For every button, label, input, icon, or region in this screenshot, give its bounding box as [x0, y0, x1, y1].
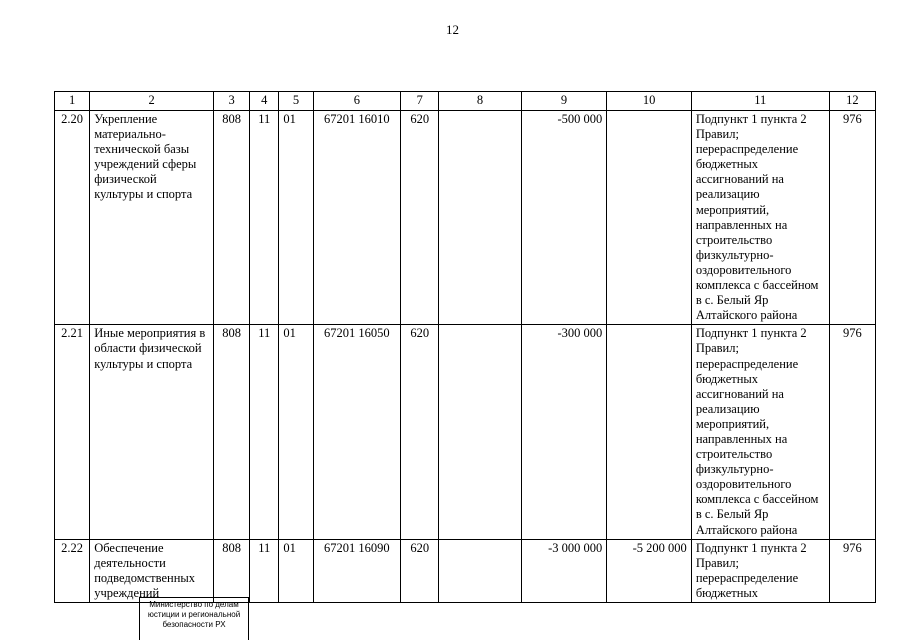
cell-c4: 11 — [250, 325, 279, 539]
stamp-line: безопасности РХ — [162, 620, 226, 629]
cell-c5: 01 — [279, 539, 313, 602]
row-number: 2.20 — [55, 111, 90, 325]
cell-c8 — [439, 539, 522, 602]
cell-c12: 976 — [829, 325, 875, 539]
cell-c10 — [607, 111, 692, 325]
row-number: 2.21 — [55, 325, 90, 539]
row-name: Иные мероприятия в области физической культуры и спорта — [90, 325, 214, 539]
column-header: 10 — [607, 92, 692, 111]
column-header: 4 — [250, 92, 279, 111]
cell-c6: 67201 16090 — [313, 539, 401, 602]
cell-c7: 620 — [401, 539, 439, 602]
stamp-line: Министерство по делам — [149, 600, 239, 609]
stamp-line: юстиции и региональной — [147, 610, 241, 619]
table-row — [55, 111, 876, 325]
cell-c8 — [439, 111, 522, 325]
cell-c8 — [439, 325, 522, 539]
column-header: 7 — [401, 92, 439, 111]
cell-c6: 67201 16050 — [313, 325, 401, 539]
cell-c9: -300 000 — [521, 325, 607, 539]
column-header: 5 — [279, 92, 313, 111]
cell-c10 — [607, 325, 692, 539]
cell-c3: 808 — [213, 325, 249, 539]
column-header: 11 — [691, 92, 829, 111]
column-header: 9 — [521, 92, 607, 111]
page-number: 12 — [446, 22, 459, 37]
cell-c11: Подпункт 1 пункта 2 Правил; перераспределение бюджетных — [691, 539, 829, 602]
table-row — [55, 325, 876, 539]
column-header: 1 — [55, 92, 90, 111]
table-row — [55, 539, 876, 602]
cell-c4: 11 — [250, 111, 279, 325]
cell-c4: 11 — [250, 539, 279, 602]
column-header: 6 — [313, 92, 401, 111]
header-row — [55, 92, 876, 111]
cell-c5: 01 — [279, 325, 313, 539]
cell-c11: Подпункт 1 пункта 2 Правил; перераспределение бюджетных ассигнований на реализацию мероприятий, направленных на строительство физкультурно-оздоровительного комплекса с бассейном в с. Белый Яр Алтайского района — [691, 111, 829, 325]
cell-c9: -500 000 — [521, 111, 607, 325]
budget-table — [54, 91, 876, 603]
cell-c7: 620 — [401, 325, 439, 539]
ministry-stamp — [139, 597, 249, 640]
cell-c3: 808 — [213, 539, 249, 602]
cell-c11: Подпункт 1 пункта 2 Правил; перераспределение бюджетных ассигнований на реализацию мероприятий, направленных на строительство физкультурно-оздоровительного комплекса с бассейном в с. Белый Яр Алтайского района — [691, 325, 829, 539]
cell-c12: 976 — [829, 111, 875, 325]
column-header: 2 — [90, 92, 214, 111]
row-name: Обеспечение деятельности подведомственных учреждений — [90, 539, 214, 602]
cell-c5: 01 — [279, 111, 313, 325]
cell-c10: -5 200 000 — [607, 539, 692, 602]
column-header: 12 — [829, 92, 875, 111]
row-name: Укрепление материально-технической базы учреждений сферы физической культуры и спорта — [90, 111, 214, 325]
cell-c3: 808 — [213, 111, 249, 325]
row-number: 2.22 — [55, 539, 90, 602]
column-header: 8 — [439, 92, 522, 111]
cell-c12: 976 — [829, 539, 875, 602]
cell-c6: 67201 16010 — [313, 111, 401, 325]
cell-c9: -3 000 000 — [521, 539, 607, 602]
column-header: 3 — [213, 92, 249, 111]
cell-c7: 620 — [401, 111, 439, 325]
